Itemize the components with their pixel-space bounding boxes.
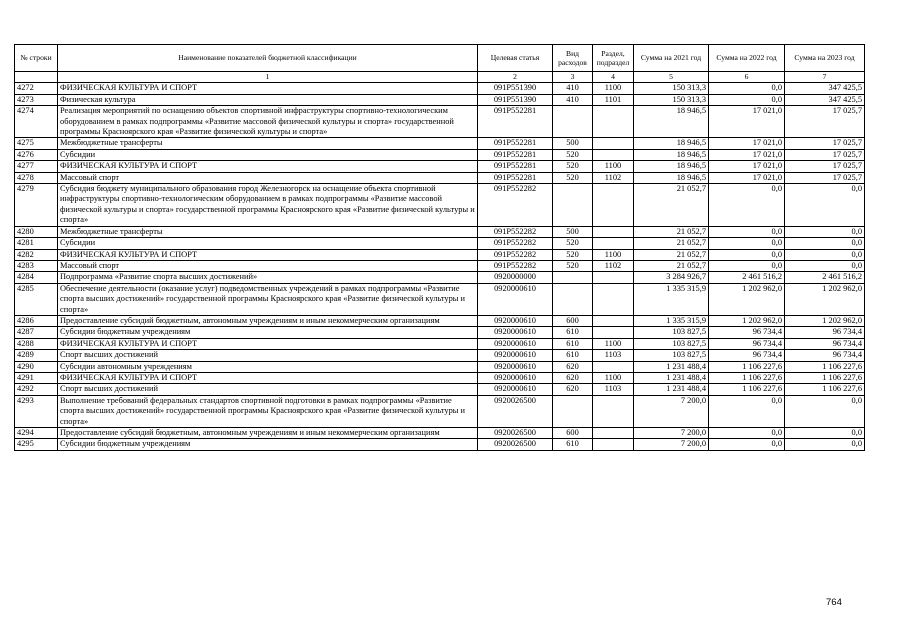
target-article: 091P552282 xyxy=(478,184,553,227)
expense-type: 520 xyxy=(553,238,593,249)
table-row xyxy=(15,350,865,361)
section-code xyxy=(593,315,634,326)
sum-2021: 1 231 488,4 xyxy=(634,372,709,383)
section-code: 1100 xyxy=(593,338,634,349)
sum-2021: 21 052,7 xyxy=(634,260,709,271)
target-article: 091P552282 xyxy=(478,238,553,249)
section-code: 1103 xyxy=(593,384,634,395)
target-article: 0920000610 xyxy=(478,350,553,361)
section-code: 1100 xyxy=(593,161,634,172)
sum-2023: 0,0 xyxy=(785,260,865,271)
header-sum-2022: Сумма на 2022 год xyxy=(709,45,785,72)
section-code: 1103 xyxy=(593,350,634,361)
row-name: Субсидия бюджету муниципального образования город Железногорск на оснащение объекта спортивной инфраструктуры спортивно-технологическим оборудованием в рамках подпрограммы «Развитие массовой физической культуры и спорта» государственной программы Красноярского края «Развитие физической культуры и спорта» xyxy=(58,184,478,227)
row-name: Субсидии xyxy=(58,149,478,160)
table-row xyxy=(15,338,865,349)
target-article: 091P552281 xyxy=(478,106,553,138)
sum-2023: 1 106 227,6 xyxy=(785,361,865,372)
expense-type: 520 xyxy=(553,149,593,160)
row-name: Субсидии бюджетным учреждениям xyxy=(58,439,478,450)
row-number: 4291 xyxy=(15,372,58,383)
row-number: 4283 xyxy=(15,260,58,271)
header-row-number: № строки xyxy=(15,45,58,72)
expense-type: 610 xyxy=(553,327,593,338)
column-index: 5 xyxy=(634,72,709,83)
sum-2022: 0,0 xyxy=(709,184,785,227)
expense-type: 610 xyxy=(553,439,593,450)
row-name: ФИЗИЧЕСКАЯ КУЛЬТУРА И СПОРТ xyxy=(58,249,478,260)
column-index: 7 xyxy=(785,72,865,83)
sum-2021: 18 946,5 xyxy=(634,149,709,160)
section-code: 1100 xyxy=(593,83,634,94)
sum-2021: 1 335 315,9 xyxy=(634,315,709,326)
sum-2022: 0,0 xyxy=(709,260,785,271)
table-header-row xyxy=(15,45,865,72)
table-row xyxy=(15,395,865,427)
target-article: 091P552281 xyxy=(478,172,553,183)
expense-type: 520 xyxy=(553,172,593,183)
sum-2021: 7 200,0 xyxy=(634,395,709,427)
target-article: 0920026500 xyxy=(478,428,553,439)
sum-2023: 2 461 516,2 xyxy=(785,272,865,283)
row-name: Субсидии xyxy=(58,238,478,249)
target-article: 0920000610 xyxy=(478,283,553,315)
target-article: 0920000610 xyxy=(478,338,553,349)
row-number: 4280 xyxy=(15,226,58,237)
target-article: 091P552282 xyxy=(478,260,553,271)
expense-type: 410 xyxy=(553,94,593,105)
table-row xyxy=(15,172,865,183)
sum-2021: 103 827,5 xyxy=(634,327,709,338)
row-name: Подпрограмма «Развитие спорта высших достижений» xyxy=(58,272,478,283)
sum-2022: 17 021,0 xyxy=(709,172,785,183)
sum-2021: 21 052,7 xyxy=(634,184,709,227)
row-name: Обеспечение деятельности (оказание услуг) подведомственных учреждений в рамках подпрограммы «Развитие спорта высших достижений» государственной программы Красноярского края «Развитие физической культуры и спорта» xyxy=(58,283,478,315)
row-name: Субсидии бюджетным учреждениям xyxy=(58,327,478,338)
column-index: 4 xyxy=(593,72,634,83)
page-number: 764 xyxy=(826,597,842,608)
header-sum-2021: Сумма на 2021 год xyxy=(634,45,709,72)
header-expense-type: Вид расходов xyxy=(553,45,593,72)
row-number: 4275 xyxy=(15,138,58,149)
target-article: 0920000610 xyxy=(478,384,553,395)
column-index: 2 xyxy=(478,72,553,83)
sum-2023: 0,0 xyxy=(785,249,865,260)
sum-2021: 103 827,5 xyxy=(634,350,709,361)
expense-type xyxy=(553,395,593,427)
row-number: 4277 xyxy=(15,161,58,172)
table-row xyxy=(15,372,865,383)
sum-2022: 1 106 227,6 xyxy=(709,372,785,383)
section-code: 1100 xyxy=(593,372,634,383)
row-name: Реализация мероприятий по оснащению объектов спортивной инфраструктуры спортивно-технологическим оборудованием в рамках подпрограммы «Развитие массовой физической культуры и спорта» государственной программы Красноярского края «Развитие физической культуры и спорта» xyxy=(58,106,478,138)
section-code xyxy=(593,428,634,439)
sum-2023: 17 025,7 xyxy=(785,161,865,172)
section-code xyxy=(593,106,634,138)
expense-type: 520 xyxy=(553,161,593,172)
section-code xyxy=(593,439,634,450)
sum-2023: 0,0 xyxy=(785,428,865,439)
row-number: 4272 xyxy=(15,83,58,94)
sum-2021: 3 284 926,7 xyxy=(634,272,709,283)
expense-type: 520 xyxy=(553,260,593,271)
row-name: Межбюджетные трансферты xyxy=(58,226,478,237)
sum-2021: 150 313,3 xyxy=(634,83,709,94)
table-row xyxy=(15,283,865,315)
sum-2022: 17 021,0 xyxy=(709,161,785,172)
expense-type: 620 xyxy=(553,372,593,383)
sum-2022: 0,0 xyxy=(709,83,785,94)
sum-2022: 0,0 xyxy=(709,249,785,260)
row-number: 4295 xyxy=(15,439,58,450)
expense-type: 620 xyxy=(553,361,593,372)
section-code xyxy=(593,138,634,149)
target-article: 0920000610 xyxy=(478,361,553,372)
sum-2021: 1 335 315,9 xyxy=(634,283,709,315)
table-row xyxy=(15,149,865,160)
sum-2022: 96 734,4 xyxy=(709,327,785,338)
section-code xyxy=(593,327,634,338)
sum-2021: 21 052,7 xyxy=(634,249,709,260)
sum-2023: 96 734,4 xyxy=(785,338,865,349)
sum-2022: 17 021,0 xyxy=(709,138,785,149)
sum-2023: 0,0 xyxy=(785,226,865,237)
sum-2023: 0,0 xyxy=(785,395,865,427)
column-index xyxy=(15,72,58,83)
row-name: Массовый спорт xyxy=(58,260,478,271)
sum-2021: 21 052,7 xyxy=(634,226,709,237)
target-article: 091P551390 xyxy=(478,94,553,105)
target-article: 0920000610 xyxy=(478,372,553,383)
target-article: 091P552281 xyxy=(478,161,553,172)
row-number: 4273 xyxy=(15,94,58,105)
sum-2021: 1 231 488,4 xyxy=(634,361,709,372)
sum-2022: 2 461 516,2 xyxy=(709,272,785,283)
row-name: Массовый спорт xyxy=(58,172,478,183)
row-number: 4285 xyxy=(15,283,58,315)
sum-2023: 1 106 227,6 xyxy=(785,372,865,383)
row-number: 4284 xyxy=(15,272,58,283)
expense-type: 610 xyxy=(553,338,593,349)
sum-2021: 18 946,5 xyxy=(634,106,709,138)
sum-2023: 0,0 xyxy=(785,238,865,249)
section-code xyxy=(593,272,634,283)
target-article: 0920026500 xyxy=(478,439,553,450)
sum-2022: 96 734,4 xyxy=(709,350,785,361)
sum-2021: 103 827,5 xyxy=(634,338,709,349)
target-article: 091P552282 xyxy=(478,249,553,260)
sum-2023: 17 025,7 xyxy=(785,172,865,183)
sum-2022: 17 021,0 xyxy=(709,149,785,160)
sum-2021: 18 946,5 xyxy=(634,161,709,172)
section-code: 1102 xyxy=(593,260,634,271)
sum-2021: 1 231 488,4 xyxy=(634,384,709,395)
row-number: 4282 xyxy=(15,249,58,260)
row-number: 4290 xyxy=(15,361,58,372)
section-code xyxy=(593,226,634,237)
table-row xyxy=(15,249,865,260)
table-row xyxy=(15,439,865,450)
section-code: 1102 xyxy=(593,172,634,183)
sum-2021: 18 946,5 xyxy=(634,138,709,149)
table-row xyxy=(15,83,865,94)
sum-2021: 7 200,0 xyxy=(634,428,709,439)
budget-table xyxy=(14,44,865,451)
table-row xyxy=(15,361,865,372)
row-number: 4281 xyxy=(15,238,58,249)
table-row xyxy=(15,315,865,326)
section-code xyxy=(593,184,634,227)
header-name: Наименование показателей бюджетной классификации xyxy=(58,45,478,72)
target-article: 0920026500 xyxy=(478,395,553,427)
sum-2021: 7 200,0 xyxy=(634,439,709,450)
sum-2023: 1 202 962,0 xyxy=(785,283,865,315)
row-name: Спорт высших достижений xyxy=(58,350,478,361)
table-row xyxy=(15,184,865,227)
expense-type xyxy=(553,106,593,138)
section-code xyxy=(593,395,634,427)
column-index: 3 xyxy=(553,72,593,83)
row-name: ФИЗИЧЕСКАЯ КУЛЬТУРА И СПОРТ xyxy=(58,372,478,383)
row-name: ФИЗИЧЕСКАЯ КУЛЬТУРА И СПОРТ xyxy=(58,338,478,349)
sum-2022: 17 021,0 xyxy=(709,106,785,138)
section-code xyxy=(593,283,634,315)
expense-type: 500 xyxy=(553,138,593,149)
column-index: 1 xyxy=(58,72,478,83)
target-article: 091P552281 xyxy=(478,149,553,160)
expense-type: 600 xyxy=(553,315,593,326)
row-number: 4293 xyxy=(15,395,58,427)
row-name: ФИЗИЧЕСКАЯ КУЛЬТУРА И СПОРТ xyxy=(58,83,478,94)
expense-type: 600 xyxy=(553,428,593,439)
table-row xyxy=(15,384,865,395)
table-row xyxy=(15,106,865,138)
section-code xyxy=(593,149,634,160)
sum-2022: 0,0 xyxy=(709,395,785,427)
sum-2023: 96 734,4 xyxy=(785,327,865,338)
header-sum-2023: Сумма на 2023 год xyxy=(785,45,865,72)
row-number: 4286 xyxy=(15,315,58,326)
row-number: 4287 xyxy=(15,327,58,338)
section-code: 1100 xyxy=(593,249,634,260)
row-name: Физическая культура xyxy=(58,94,478,105)
row-name: Предоставление субсидий бюджетным, автономным учреждениям и иным некоммерческим организациям xyxy=(58,315,478,326)
sum-2022: 0,0 xyxy=(709,238,785,249)
row-number: 4292 xyxy=(15,384,58,395)
sum-2023: 17 025,7 xyxy=(785,106,865,138)
target-article: 091P551390 xyxy=(478,83,553,94)
sum-2023: 0,0 xyxy=(785,439,865,450)
row-number: 4289 xyxy=(15,350,58,361)
sum-2023: 17 025,7 xyxy=(785,138,865,149)
expense-type: 610 xyxy=(553,350,593,361)
table-body xyxy=(15,83,865,450)
row-name: Субсидии автономным учреждениям xyxy=(58,361,478,372)
sum-2022: 1 202 962,0 xyxy=(709,283,785,315)
header-section: Раздел, подраздел xyxy=(593,45,634,72)
row-name: Выполнение требований федеральных стандартов спортивной подготовки в рамках подпрограммы «Развитие спорта высших достижений» государственной программы Красноярского края «Развитие физической культуры и спорта» xyxy=(58,395,478,427)
table-row xyxy=(15,260,865,271)
expense-type: 500 xyxy=(553,226,593,237)
sum-2021: 150 313,3 xyxy=(634,94,709,105)
sum-2023: 0,0 xyxy=(785,184,865,227)
header-target: Целевая статья xyxy=(478,45,553,72)
column-index: 6 xyxy=(709,72,785,83)
row-number: 4278 xyxy=(15,172,58,183)
sum-2022: 0,0 xyxy=(709,226,785,237)
expense-type xyxy=(553,283,593,315)
table-row xyxy=(15,272,865,283)
table-row xyxy=(15,327,865,338)
table-row xyxy=(15,428,865,439)
table-row xyxy=(15,238,865,249)
sum-2022: 1 202 962,0 xyxy=(709,315,785,326)
row-name: Предоставление субсидий бюджетным, автономным учреждениям и иным некоммерческим организациям xyxy=(58,428,478,439)
row-name: ФИЗИЧЕСКАЯ КУЛЬТУРА И СПОРТ xyxy=(58,161,478,172)
section-code xyxy=(593,361,634,372)
sum-2022: 0,0 xyxy=(709,439,785,450)
sum-2023: 1 106 227,6 xyxy=(785,384,865,395)
sum-2022: 1 106 227,6 xyxy=(709,361,785,372)
row-number: 4294 xyxy=(15,428,58,439)
table-row xyxy=(15,94,865,105)
sum-2022: 0,0 xyxy=(709,94,785,105)
row-number: 4288 xyxy=(15,338,58,349)
sum-2023: 347 425,5 xyxy=(785,94,865,105)
expense-type: 620 xyxy=(553,384,593,395)
target-article: 091P552282 xyxy=(478,226,553,237)
row-name: Спорт высших достижений xyxy=(58,384,478,395)
expense-type xyxy=(553,272,593,283)
sum-2023: 1 202 962,0 xyxy=(785,315,865,326)
sum-2023: 17 025,7 xyxy=(785,149,865,160)
section-code xyxy=(593,238,634,249)
table-row xyxy=(15,226,865,237)
row-number: 4276 xyxy=(15,149,58,160)
row-number: 4279 xyxy=(15,184,58,227)
row-number: 4274 xyxy=(15,106,58,138)
table-row xyxy=(15,161,865,172)
column-index-row xyxy=(15,72,865,83)
target-article: 0920000610 xyxy=(478,315,553,326)
sum-2023: 96 734,4 xyxy=(785,350,865,361)
target-article: 091P552281 xyxy=(478,138,553,149)
sum-2022: 0,0 xyxy=(709,428,785,439)
sum-2022: 96 734,4 xyxy=(709,338,785,349)
sum-2023: 347 425,5 xyxy=(785,83,865,94)
expense-type: 410 xyxy=(553,83,593,94)
table-row xyxy=(15,138,865,149)
sum-2021: 18 946,5 xyxy=(634,172,709,183)
expense-type: 520 xyxy=(553,249,593,260)
sum-2022: 1 106 227,6 xyxy=(709,384,785,395)
target-article: 0920000000 xyxy=(478,272,553,283)
target-article: 0920000610 xyxy=(478,327,553,338)
expense-type xyxy=(553,184,593,227)
sum-2021: 21 052,7 xyxy=(634,238,709,249)
row-name: Межбюджетные трансферты xyxy=(58,138,478,149)
section-code: 1101 xyxy=(593,94,634,105)
